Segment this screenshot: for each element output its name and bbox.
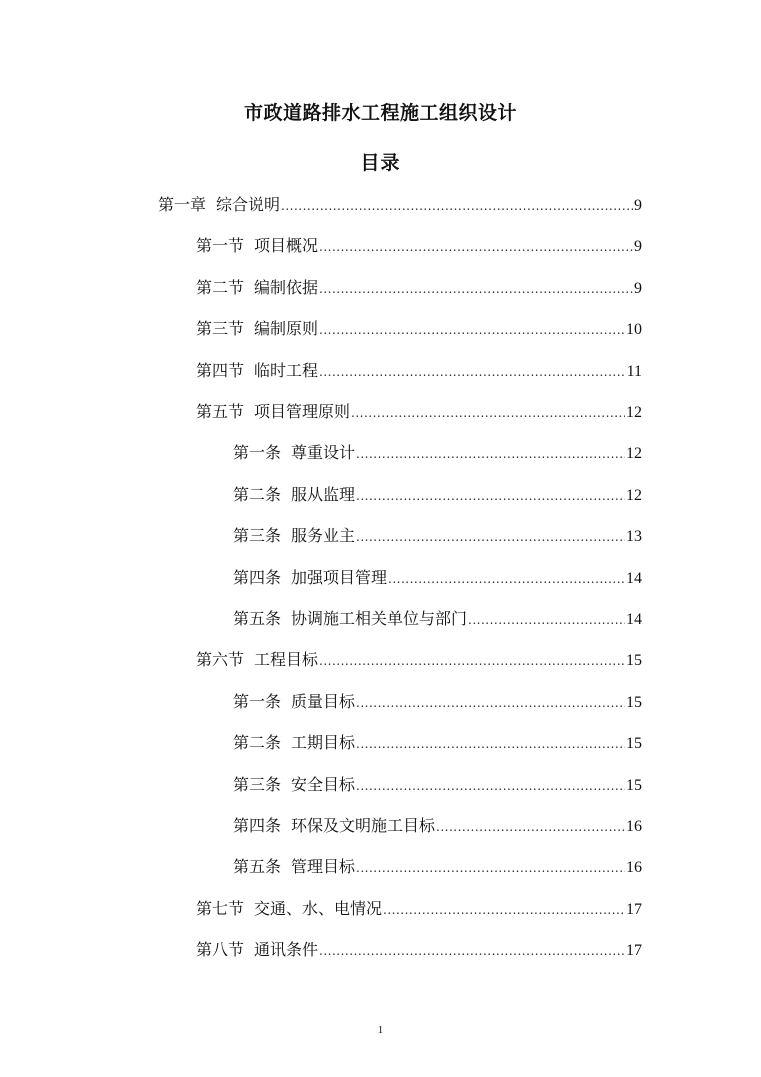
toc-leader-dots — [351, 400, 625, 426]
toc-entry-label: 编制依据 — [254, 277, 319, 297]
toc-entry-page: 10 — [626, 321, 642, 339]
toc-entry-label: 质量目标 — [291, 691, 356, 711]
toc-entry-number: 第一条 — [233, 443, 282, 463]
toc-leader-dots — [356, 731, 625, 757]
toc-leader-dots — [281, 193, 633, 219]
toc-entry-number: 第二条 — [233, 733, 282, 753]
toc-leader-dots — [319, 938, 625, 964]
page-number: 1 — [377, 1024, 384, 1036]
toc-entry-number: 第一章 — [158, 195, 207, 214]
toc-entry-label: 项目概况 — [254, 236, 319, 256]
toc-entry-page: 9 — [634, 238, 642, 256]
toc-entry[interactable] — [196, 358, 642, 384]
toc-leader-dots — [319, 359, 626, 385]
toc-leader-dots — [319, 317, 625, 343]
toc-entry[interactable] — [196, 937, 642, 963]
toc-entry-page: 16 — [626, 818, 642, 835]
toc-entry-number: 第八节 — [196, 940, 245, 960]
toc-heading: 目录 — [360, 152, 401, 174]
toc-leader-dots — [436, 814, 625, 840]
toc-leader-dots — [356, 690, 625, 716]
toc-entry-number: 第三条 — [233, 774, 282, 794]
toc-entry-page: 9 — [634, 279, 642, 297]
toc-leader-dots — [388, 566, 625, 592]
toc-entry[interactable] — [233, 730, 642, 756]
toc-entry-label: 工程目标 — [254, 650, 319, 670]
toc-entry-label: 协调施工相关单位与部门 — [291, 609, 468, 628]
toc-entry[interactable] — [233, 440, 642, 466]
toc-entry[interactable] — [233, 772, 642, 798]
toc-entry-page: 16 — [626, 859, 642, 877]
toc-entry-number: 第二节 — [196, 277, 245, 297]
toc-entry[interactable] — [233, 482, 642, 508]
toc-entry[interactable] — [196, 647, 642, 673]
toc-entry-number: 第二条 — [233, 484, 282, 504]
toc-leader-dots — [319, 234, 633, 260]
toc-entry-label: 工期目标 — [291, 733, 356, 753]
toc-entry[interactable] — [196, 896, 642, 922]
toc-entry-page: 12 — [626, 445, 642, 463]
toc-entry-page: 14 — [626, 611, 642, 628]
toc-entry[interactable] — [196, 275, 642, 301]
toc-entry-page: 13 — [626, 528, 642, 546]
toc-entry-number: 第三条 — [233, 526, 282, 546]
toc-entry-label: 综合说明 — [216, 195, 281, 214]
toc-entry[interactable] — [233, 523, 642, 549]
toc-entry-page: 15 — [626, 735, 642, 753]
toc-entry-label: 临时工程 — [254, 360, 319, 380]
toc-entry-label: 编制原则 — [254, 319, 319, 339]
toc-entry-label: 服从监理 — [291, 484, 356, 504]
toc-leader-dots — [383, 897, 625, 923]
toc-entry-number: 第四节 — [196, 360, 245, 380]
toc-leader-dots — [356, 483, 625, 509]
toc-entry-number: 第一节 — [196, 236, 245, 256]
toc-entry-page: 17 — [626, 900, 642, 918]
toc-entry-number: 第四条 — [233, 567, 282, 587]
toc-entry[interactable] — [196, 399, 642, 425]
toc-entry[interactable] — [233, 606, 642, 632]
toc-entry-label: 安全目标 — [291, 774, 356, 794]
toc-entry-page: 11 — [626, 362, 642, 380]
toc-leader-dots — [356, 855, 625, 881]
toc-leader-dots — [319, 276, 633, 302]
toc-entry[interactable] — [233, 813, 642, 839]
toc-entry-number: 第七节 — [196, 898, 245, 918]
toc-entry-page: 12 — [626, 404, 642, 421]
toc-entry-number: 第五节 — [196, 402, 245, 421]
toc-entry-label: 服务业主 — [291, 526, 356, 546]
toc-entry-page: 14 — [626, 569, 642, 587]
toc-entry[interactable] — [233, 854, 642, 880]
toc-entry[interactable] — [196, 316, 642, 342]
toc-leader-dots — [356, 441, 625, 467]
toc-entry-label: 交通、水、电情况 — [254, 898, 383, 918]
toc-entry-number: 第一条 — [233, 691, 282, 711]
toc-entry-number: 第五条 — [233, 857, 282, 877]
toc-entry-page: 17 — [626, 942, 642, 960]
toc-entry-label: 项目管理原则 — [254, 402, 351, 421]
toc-entry[interactable] — [158, 192, 642, 218]
toc-leader-dots — [468, 607, 625, 633]
toc-entry-number: 第六节 — [196, 650, 245, 670]
toc-entry-page: 12 — [626, 486, 642, 504]
toc-entry-page: 15 — [626, 652, 642, 670]
toc-entry[interactable] — [233, 689, 642, 715]
toc-entry-label: 管理目标 — [291, 857, 356, 877]
toc-entry[interactable] — [196, 233, 642, 259]
document-title: 市政道路排水工程施工组织设计 — [243, 102, 517, 124]
toc-leader-dots — [319, 648, 625, 674]
toc-entry-page: 15 — [626, 776, 642, 794]
toc-entry[interactable] — [233, 565, 642, 591]
toc-entry-label: 尊重设计 — [291, 443, 356, 463]
toc-entry-label: 加强项目管理 — [291, 567, 388, 587]
toc-entry-number: 第五条 — [233, 609, 282, 628]
toc-entry-number: 第四条 — [233, 816, 282, 835]
toc-leader-dots — [356, 524, 625, 550]
toc-leader-dots — [356, 773, 625, 799]
toc-entry-number: 第三节 — [196, 319, 245, 339]
toc-entry-page: 9 — [634, 197, 642, 214]
toc-entry-page: 15 — [626, 693, 642, 711]
toc-entry-label: 通讯条件 — [254, 940, 319, 960]
toc-entry-label: 环保及文明施工目标 — [291, 816, 436, 835]
